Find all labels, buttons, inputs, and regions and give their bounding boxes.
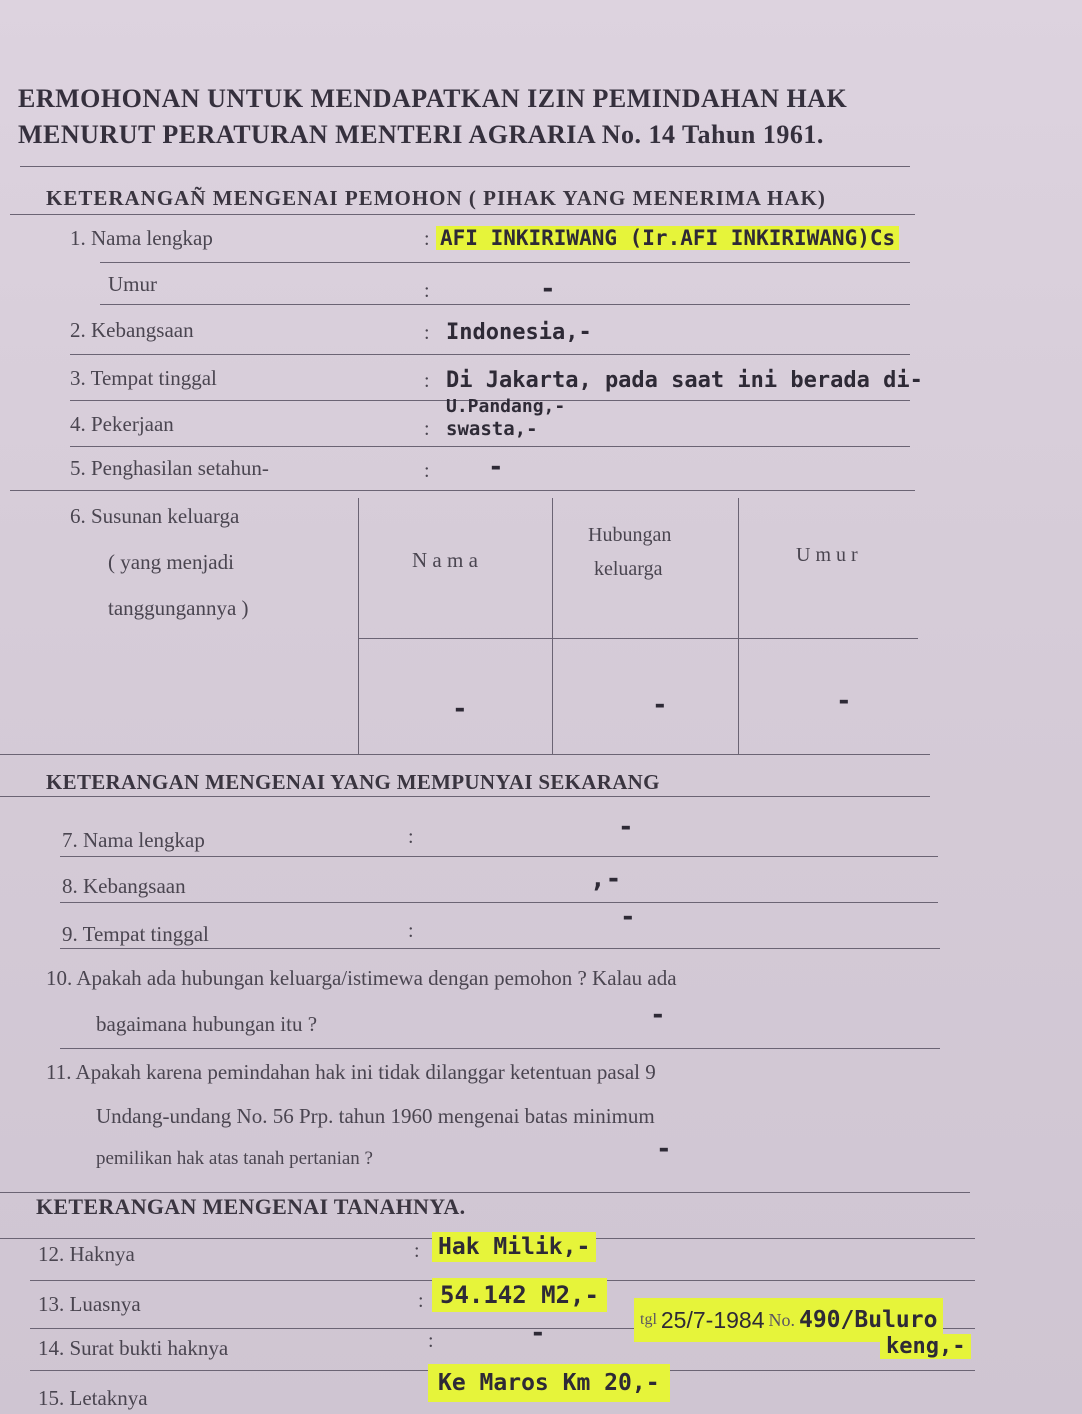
table-header-nama: N a m a — [412, 548, 478, 572]
divider — [0, 1192, 970, 1193]
colon: : — [424, 418, 430, 440]
divider — [10, 214, 915, 215]
divider — [60, 1048, 940, 1049]
title-line-2: MENURUT PERATURAN MENTERI AGRARIA No. 14 Tahun 1961. — [18, 120, 824, 149]
value-letaknya: Ke Maros Km 20,- — [428, 1364, 670, 1402]
table-header-umur: U m u r — [796, 544, 858, 566]
value-tempat-tinggal: Di Jakarta, pada saat ini berada di- — [446, 368, 923, 393]
value-tempat-tinggal-cont: U.Pandang,- — [446, 396, 566, 417]
divider — [100, 304, 910, 305]
value-tempat-tinggal-sekarang: - — [620, 902, 636, 932]
divider — [10, 490, 915, 491]
label-kebangsaan-sekarang: 8. Kebangsaan — [62, 874, 186, 898]
label-tempat-tinggal: 3. Tempat tinggal — [70, 366, 217, 390]
label-yang-menjadi: ( yang menjadi — [108, 550, 234, 574]
divider — [100, 262, 910, 263]
label-nama-lengkap-sekarang: 7. Nama lengkap — [62, 828, 205, 852]
value-penghasilan: - — [488, 452, 504, 482]
divider — [60, 902, 938, 903]
section-heading-pemohon: KETERANGAÑ MENGENAI PEMOHON ( PIHAK YANG MENERIMA HAK) — [46, 186, 826, 210]
colon: : — [424, 370, 430, 392]
label-luasnya: 13. Luasnya — [38, 1292, 141, 1316]
table-cell-hubungan: - — [652, 690, 668, 720]
colon: : — [424, 228, 430, 250]
question-11-line-1: 11. Apakah karena pemindahan hak ini tidak dilanggar ketentuan pasal 9 — [46, 1060, 656, 1084]
question-10-line-1: 10. Apakah ada hubungan keluarga/istimewa dengan pemohon ? Kalau ada — [46, 966, 677, 990]
label-pekerjaan: 4. Pekerjaan — [70, 412, 174, 436]
divider — [60, 856, 938, 857]
label-letaknya: 15. Letaknya — [38, 1386, 148, 1410]
label-penghasilan: 5. Penghasilan setahun- — [70, 456, 269, 480]
no-value: 490/Buluro — [798, 1307, 938, 1333]
value-question-10: - — [650, 1000, 666, 1030]
section-heading-tanah: KETERANGAN MENGENAI TANAHNYA. — [36, 1194, 466, 1219]
question-11-line-3: pemilikan hak atas tanah pertanian ? — [96, 1148, 373, 1169]
table-border — [358, 498, 359, 754]
value-nama-lengkap-sekarang: - — [618, 812, 634, 842]
value-surat-bukti: - — [530, 1318, 546, 1348]
colon: : — [408, 826, 414, 848]
divider — [60, 948, 940, 949]
label-kebangsaan: 2. Kebangsaan — [70, 318, 194, 342]
table-header-hubungan: Hubungan — [588, 524, 672, 546]
label-umur: Umur — [108, 272, 157, 296]
table-header-keluarga: keluarga — [594, 558, 663, 580]
label-tanggungannya: tanggungannya ) — [108, 596, 249, 620]
table-border — [738, 498, 739, 754]
colon: : — [418, 1290, 424, 1312]
divider — [70, 354, 910, 355]
divider — [0, 754, 930, 755]
colon: : — [408, 920, 414, 942]
no-prefix: No. — [768, 1309, 795, 1330]
no-value-cont: keng,- — [880, 1334, 971, 1359]
label-tempat-tinggal-sekarang: 9. Tempat tinggal — [62, 922, 209, 946]
colon: : — [424, 460, 430, 482]
table-cell-umur: - — [836, 686, 852, 716]
label-susunan-keluarga: 6. Susunan keluarga — [70, 504, 240, 528]
colon: : — [414, 1240, 420, 1262]
section-heading-sekarang: KETERANGAN MENGENAI YANG MEMPUNYAI SEKARANG — [46, 770, 660, 794]
value-question-11: - — [656, 1134, 672, 1164]
value-haknya: Hak Milik,- — [432, 1232, 596, 1262]
divider — [20, 166, 910, 167]
tgl-value: 25/7-1984 — [660, 1306, 765, 1333]
title-line-1: ERMOHONAN UNTUK MENDAPATKAN IZIN PEMINDAHAN HAK — [18, 84, 848, 113]
question-10-line-2: bagaimana hubungan itu ? — [96, 1012, 318, 1036]
divider — [0, 796, 930, 797]
label-surat-bukti: 14. Surat bukti haknya — [38, 1336, 229, 1360]
value-pekerjaan: swasta,- — [446, 418, 538, 440]
colon: : — [424, 322, 430, 344]
value-luasnya: 54.142 M2,- — [432, 1278, 607, 1312]
value-kebangsaan-sekarang: ,- — [590, 864, 622, 894]
colon: : — [424, 280, 430, 302]
tgl-prefix: tgl — [640, 1311, 657, 1328]
value-umur: - — [540, 274, 556, 304]
table-border — [358, 638, 918, 639]
label-haknya: 12. Haknya — [38, 1242, 135, 1266]
question-11-line-2: Undang-undang No. 56 Prp. tahun 1960 mengenai batas minimum — [96, 1104, 655, 1128]
table-border — [552, 498, 553, 754]
value-kebangsaan: Indonesia,- — [446, 320, 592, 345]
value-nama-lengkap: AFI INKIRIWANG (Ir.AFI INKIRIWANG)Cs — [436, 226, 899, 250]
table-cell-nama: - — [452, 694, 468, 724]
colon: : — [428, 1330, 434, 1352]
label-nama-lengkap: 1. Nama lengkap — [70, 226, 213, 250]
divider — [70, 446, 910, 447]
